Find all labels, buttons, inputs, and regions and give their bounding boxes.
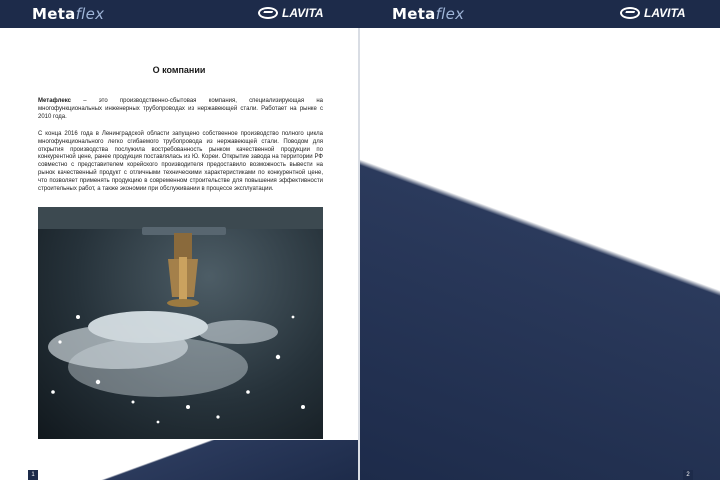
metaflex-logo-left [32,5,104,23]
header-bar [0,0,720,28]
lavita-logo-left [258,6,324,20]
lavita-brand-text: LAVITA [644,6,686,20]
logo-flex-text: flex [435,5,465,23]
page-number-right: 2 [683,470,693,480]
history-paragraph: С конца 2016 года в Ленинградской области запущено собственное производство полного цикла многофункционального легко сгибаемого трубопровода из нержавеющей стали. Поводом для открытия производства послужила востребованность рынком качественной продукции по конкурентной цене, ранее продукция поставлялась из Ю. Кореи. Открытие завода на территории РФ совместно с представителем корейского производителя предоставило возможность вывести на рынок качественный продукт с отличными техническими характеристиками по конкурентной цене, что позволяет применять продукцию в современном строительстве для повышения эффективности строительных работ, а также экономии при обслуживании в процессе эксплуатации. [38,131,323,192]
page-title: О компании [152,65,206,75]
intro-paragraph [38,98,323,121]
left-footer-band [0,440,358,480]
logo-meta-text: Meta [32,5,76,23]
metaflex-logo-right [392,5,464,23]
page-number-left: 1 [28,470,38,480]
sprinkler-photo [38,207,323,439]
lavita-mark-icon [258,7,278,19]
left-page [0,28,358,480]
company-name: Метафлекс [38,98,71,104]
intro-text: – это производственно-сбытовая компания, специализирующая на многофункциональных инженерных трубопроводах из нержавеющей стали. Работает на рынке с 2010 года. [38,98,323,120]
lavita-logo-right [620,6,686,20]
right-footer-band [360,28,720,480]
sprinkler-image-icon [38,207,323,439]
logo-flex-text: flex [75,5,105,23]
logo-meta-text: Meta [392,5,436,23]
lavita-mark-icon [620,7,640,19]
lavita-brand-text: LAVITA [282,6,324,20]
